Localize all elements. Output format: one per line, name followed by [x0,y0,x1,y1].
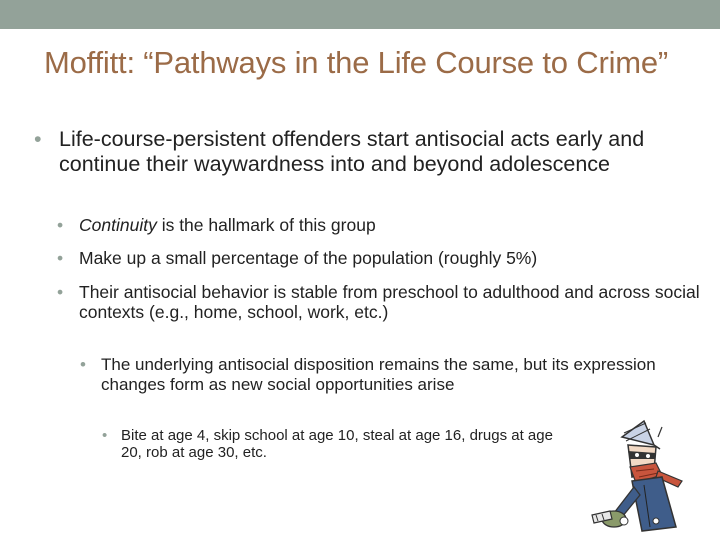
bullet-dot: • [57,282,64,302]
bullet-level1 [34,127,699,176]
bullet-level2-text: is the hallmark of this group [156,215,376,235]
top-accent-bar [0,0,720,29]
bullet-level3-text: The underlying antisocial disposition remains the same, but its expression changes form as new social opportunities arise [101,355,656,394]
bullet-dot: • [57,215,64,235]
bullet-level2-continuity [57,215,719,235]
bullet-level4-text: Bite at age 4, skip school at age 10, steal at age 16, drugs at age 20, rob at age 30, etc. [121,427,553,461]
bullet-level2-percentage [57,248,719,268]
emphasis-text: Continuity [79,215,157,235]
bullet-level3 [80,355,701,395]
bullet-level4 [102,427,571,461]
bullet-level2-stability [57,282,719,322]
bullet-dot: • [102,427,108,444]
bullet-dot: • [57,248,64,268]
bullet-dot: • [80,355,86,374]
bullet-level2-text: Make up a small percentage of the population (roughly 5%) [79,248,538,268]
bullet-dot: • [34,127,42,151]
masked-burglar-icon [584,415,694,535]
bullet-level2-text: Their antisocial behavior is stable from preschool to adulthood and across social contexts (e.g., home, school, work, etc.) [79,282,700,322]
slide-title: Moffitt: “Pathways in the Life Course to Crime” [44,45,669,80]
bullet-level1-text: Life-course-persistent offenders start antisocial acts early and continue their waywardness into and beyond adolescence [59,127,645,176]
